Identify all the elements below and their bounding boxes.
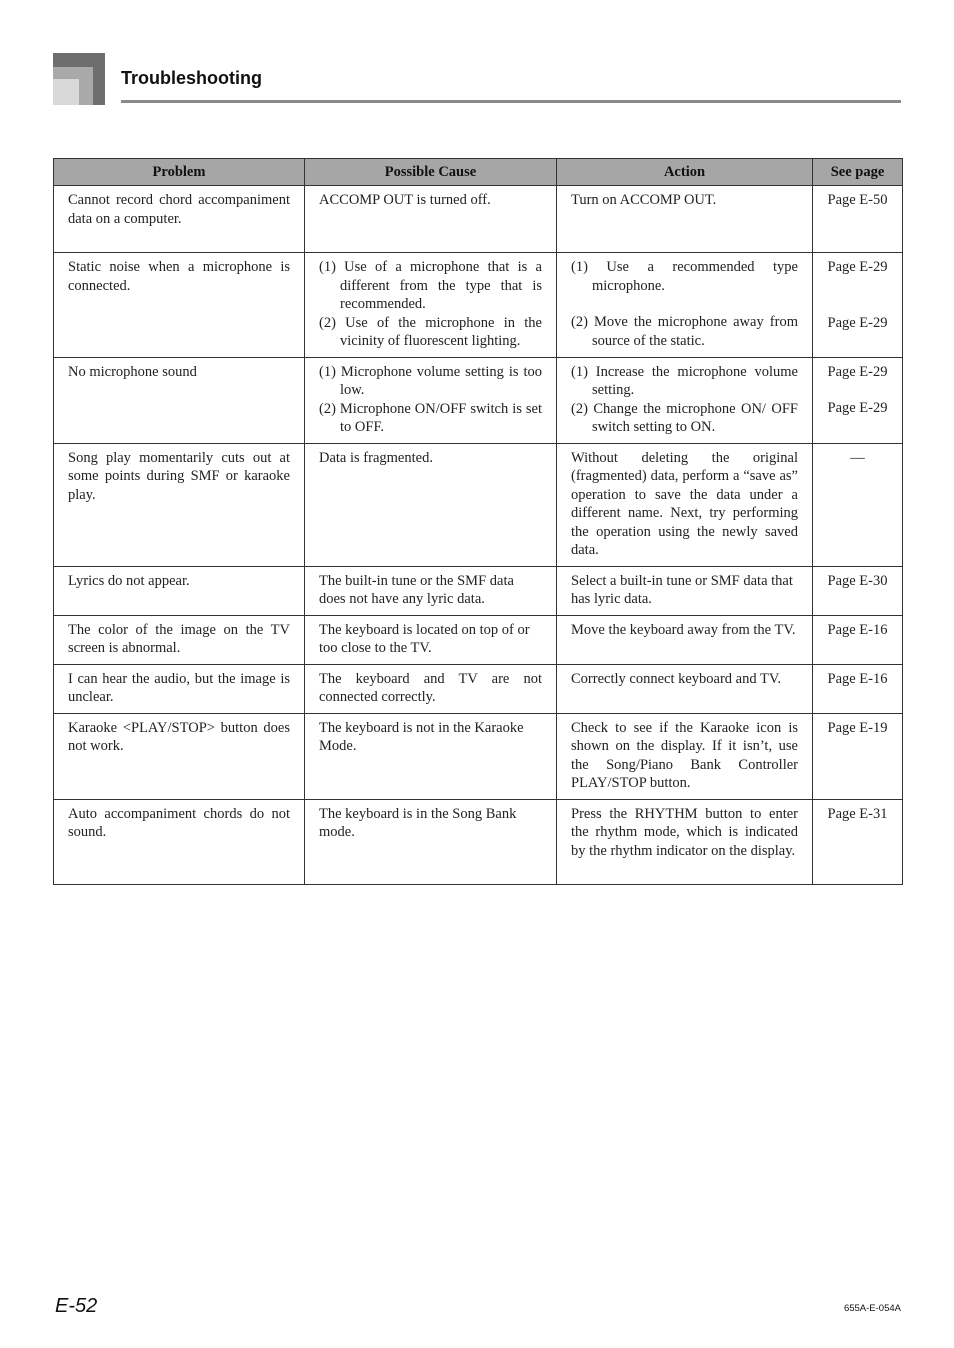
action-cell [557,566,813,615]
page-reference: Page E-16 [827,670,888,687]
problem-cell [54,253,305,358]
page-reference: Page E-19 [827,719,888,736]
action-item: (2) Move the microphone away from source of the static. [571,314,798,349]
action-text: Press the RHYTHM button to enter the rhythm mode, which is indicated by the rhythm indicator on the display. [571,805,798,859]
see-page-cell [813,799,903,884]
action-cell [557,357,813,443]
action-item: (1) Use a recommended type microphone. [571,259,798,294]
table-row [54,713,903,799]
problem-text: Static noise when a microphone is connected. [68,259,290,294]
see-page-cell [813,443,903,566]
cause-cell [305,186,557,253]
section-marker [53,53,105,105]
page-title: Troubleshooting [121,68,262,88]
cause-item: (1) Use of a microphone that is a different from the type that is recommended. [319,259,542,312]
cause-item: (2) Use of the microphone in the vicinity of fluorescent lighting. [319,314,542,349]
problem-text: No microphone sound [68,363,197,380]
action-text: Without deleting the original (fragmented) data, perform a “save as” operation to save the data under a different name. Next, try performing the operation using the newly saved data. [571,449,798,558]
action-item: (2) Change the microphone ON/ OFF switch setting to ON. [571,400,798,435]
action-item: (1) Increase the microphone volume setting. [571,363,798,398]
problem-text: I can hear the audio, but the image is unclear. [68,670,290,705]
action-cell [557,713,813,799]
cause-cell [305,443,557,566]
problem-cell [54,799,305,884]
table-row [54,186,903,253]
cause-item: (2) Microphone ON/OFF switch is set to OFF. [319,400,542,435]
action-cell [557,615,813,664]
page-reference: Page E-16 [827,621,888,638]
cause-text: The keyboard is in the Song Bank mode. [319,805,517,840]
table-row [54,566,903,615]
table-row [54,799,903,884]
column-header-see-page: See page [813,159,903,186]
action-cell [557,799,813,884]
see-page-cell [813,713,903,799]
cause-item: (1) Microphone volume setting is too low. [319,363,542,398]
table-row [54,253,903,358]
problem-text: Cannot record chord accompaniment data on a computer. [68,192,290,227]
see-page-cell [813,253,903,358]
cause-text: The keyboard and TV are not connected correctly. [319,670,542,705]
problem-cell [54,357,305,443]
table-row [54,615,903,664]
page-number: E-52 [55,1295,98,1317]
action-text: Check to see if the Karaoke icon is shown on the display. If it isn’t, use the Song/Piano Bank Controller PLAY/STOP button. [571,719,798,791]
table-row [54,357,903,443]
cause-cell [305,357,557,443]
problem-cell [54,713,305,799]
cause-cell [305,664,557,713]
column-header-action: Action [557,159,813,186]
see-page-cell [813,664,903,713]
cause-text: The built-in tune or the SMF data does not have any lyric data. [319,572,514,607]
column-header-problem: Problem [54,159,305,186]
problem-text: Song play momentarily cuts out at some points during SMF or karaoke play. [68,449,290,503]
cause-cell [305,566,557,615]
action-cell [557,186,813,253]
troubleshooting-table [53,158,903,885]
action-cell [557,664,813,713]
table-header-row [54,159,903,186]
problem-cell [54,566,305,615]
page-reference: Page E-31 [827,805,888,822]
problem-cell [54,186,305,253]
see-page-cell [813,186,903,253]
cause-text: ACCOMP OUT is turned off. [319,192,491,208]
page-reference: Page E-50 [827,192,888,208]
problem-text: The color of the image on the TV screen is abnormal. [68,621,290,656]
page-reference: Page E-30 [827,572,888,589]
cause-text: The keyboard is not in the Karaoke Mode. [319,719,524,754]
page-reference: Page E-29 [827,400,888,416]
header-rule [121,100,901,103]
problem-text: Auto accompaniment chords do not sound. [68,805,290,840]
cause-cell [305,253,557,358]
document-code: 655A-E-054A [843,1303,901,1314]
cause-cell [305,799,557,884]
problem-text: Lyrics do not appear. [68,572,190,589]
cause-cell [305,713,557,799]
page-reference: Page E-29 [827,259,888,275]
problem-cell [54,664,305,713]
problem-cell [54,443,305,566]
page-reference: Page E-29 [827,314,888,331]
see-page-cell [813,615,903,664]
cause-cell [305,615,557,664]
table-row [54,664,903,713]
action-text: Turn on ACCOMP OUT. [571,192,717,208]
action-text: Move the keyboard away from the TV. [571,621,796,638]
cause-text: Data is fragmented. [319,449,433,466]
page-reference: Page E-29 [827,363,888,380]
action-text: Select a built-in tune or SMF data that has lyric data. [571,572,793,607]
column-header-cause: Possible Cause [305,159,557,186]
page-reference: — [850,449,865,466]
table-row [54,443,903,566]
problem-text: Karaoke <PLAY/STOP> button does not work. [68,719,290,754]
action-cell [557,253,813,358]
cause-text: The keyboard is located on top of or too close to the TV. [319,621,530,656]
see-page-cell [813,357,903,443]
action-cell [557,443,813,566]
action-text: Correctly connect keyboard and TV. [571,670,782,687]
see-page-cell [813,566,903,615]
problem-cell [54,615,305,664]
